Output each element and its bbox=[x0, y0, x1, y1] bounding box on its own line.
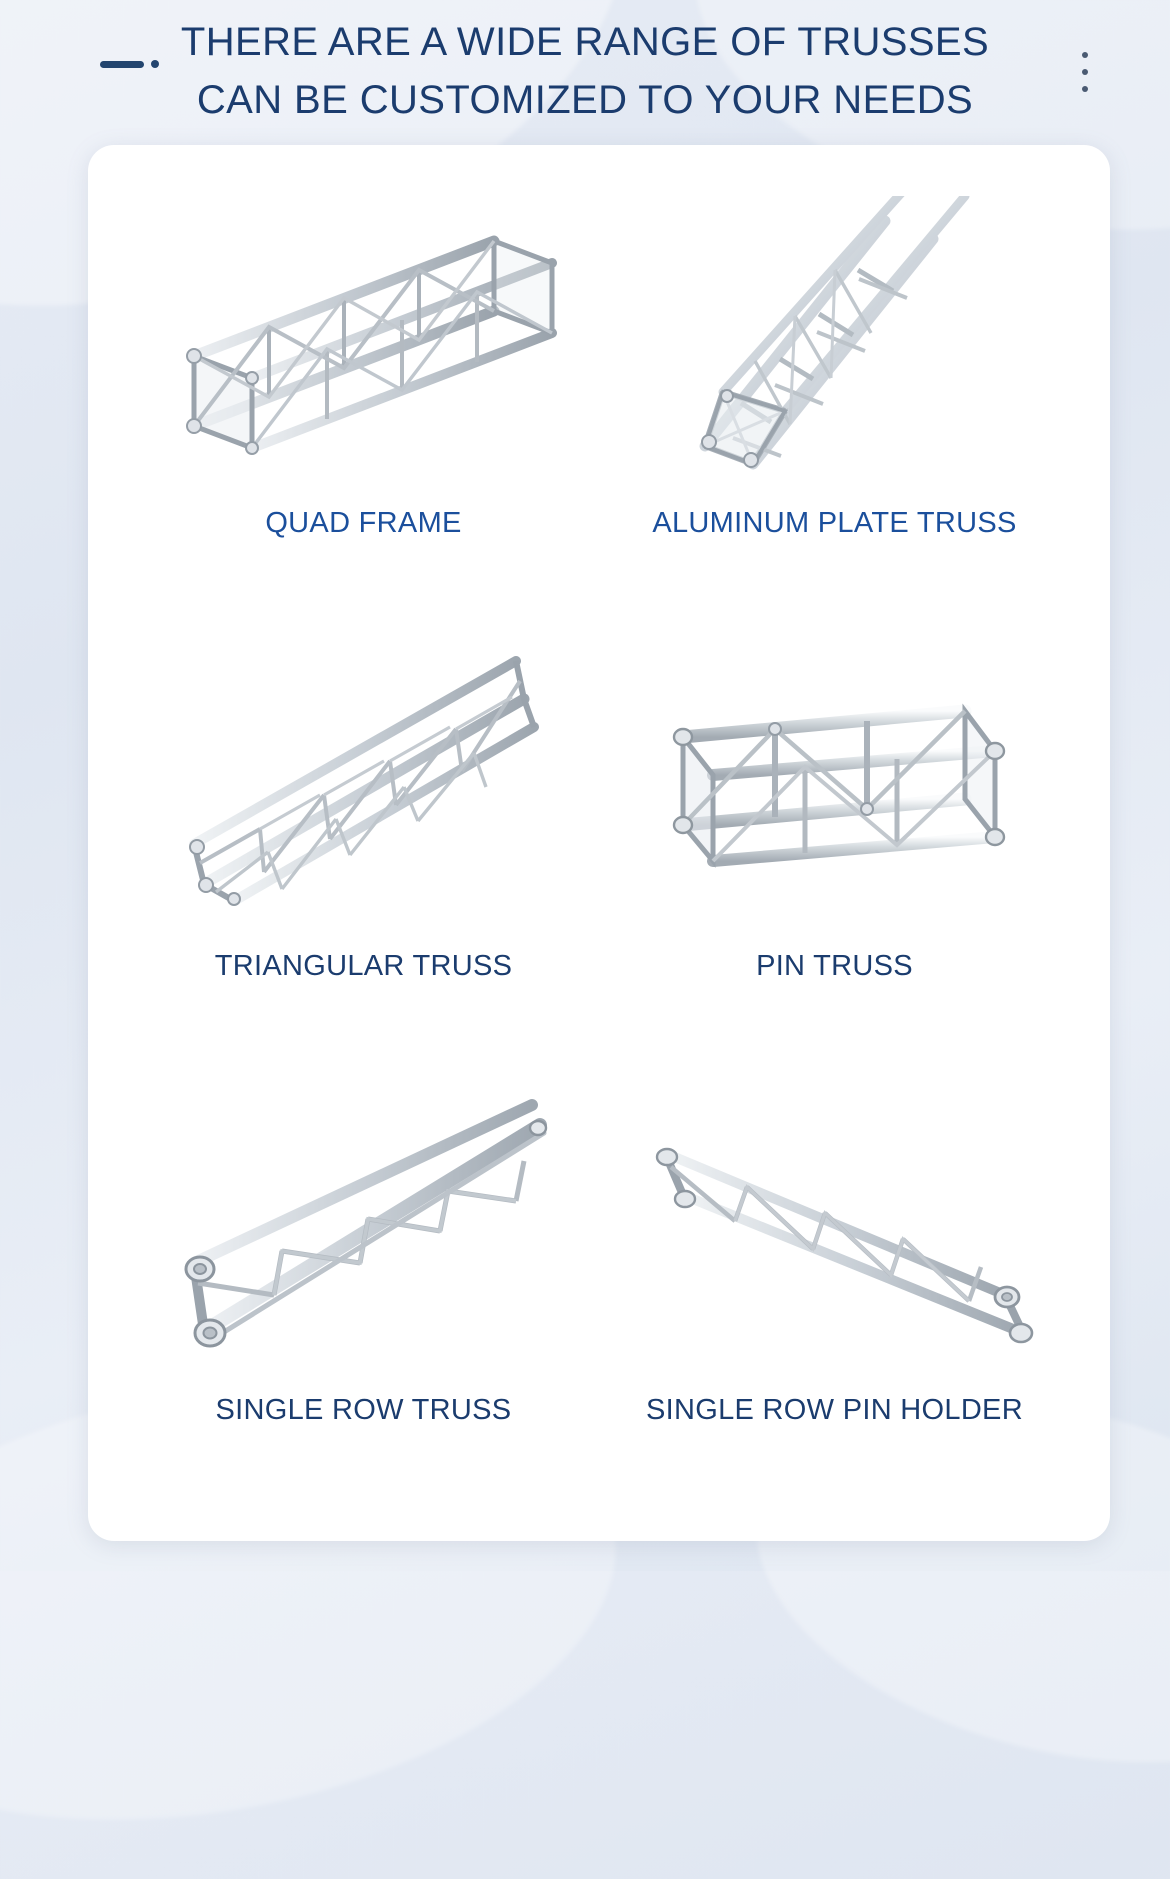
triangular-truss-image bbox=[128, 624, 599, 944]
product-item[interactable] bbox=[599, 624, 1070, 1067]
pin-truss-image bbox=[599, 624, 1070, 944]
product-caption: SINGLE ROW PIN HOLDER bbox=[646, 1393, 1023, 1426]
product-caption: QUAD FRAME bbox=[265, 507, 462, 539]
product-caption: PIN TRUSS bbox=[756, 950, 913, 983]
aluminum-plate-truss-image bbox=[599, 181, 1070, 501]
quad-frame-truss-image bbox=[128, 181, 599, 501]
product-item[interactable] bbox=[128, 181, 599, 624]
menu-dot bbox=[1082, 86, 1088, 92]
page-title bbox=[181, 13, 989, 129]
single-row-pin-holder-image bbox=[599, 1068, 1070, 1388]
product-card bbox=[88, 145, 1110, 1541]
product-caption: ALUMINUM PLATE TRUSS bbox=[652, 507, 1017, 539]
menu-dot bbox=[1082, 52, 1088, 58]
product-caption: TRIANGULAR TRUSS bbox=[214, 950, 513, 983]
product-item[interactable] bbox=[599, 1068, 1070, 1511]
back-dash-dot bbox=[151, 60, 159, 68]
single-row-truss-image bbox=[128, 1068, 599, 1388]
page-header bbox=[0, 0, 1170, 142]
product-item[interactable] bbox=[599, 181, 1070, 624]
product-caption: SINGLE ROW TRUSS bbox=[215, 1393, 512, 1426]
product-item[interactable] bbox=[128, 1068, 599, 1511]
product-grid bbox=[128, 181, 1070, 1511]
page-title-line-1: THERE ARE A WIDE RANGE OF TRUSSES bbox=[180, 20, 990, 64]
back-dash-bar bbox=[100, 61, 144, 68]
product-item[interactable] bbox=[128, 624, 599, 1067]
back-dash-icon[interactable] bbox=[100, 60, 159, 68]
page-title-line-2: CAN BE CUSTOMIZED TO YOUR NEEDS bbox=[196, 78, 974, 122]
menu-dot bbox=[1082, 69, 1088, 75]
more-vertical-icon[interactable] bbox=[1072, 48, 1098, 96]
